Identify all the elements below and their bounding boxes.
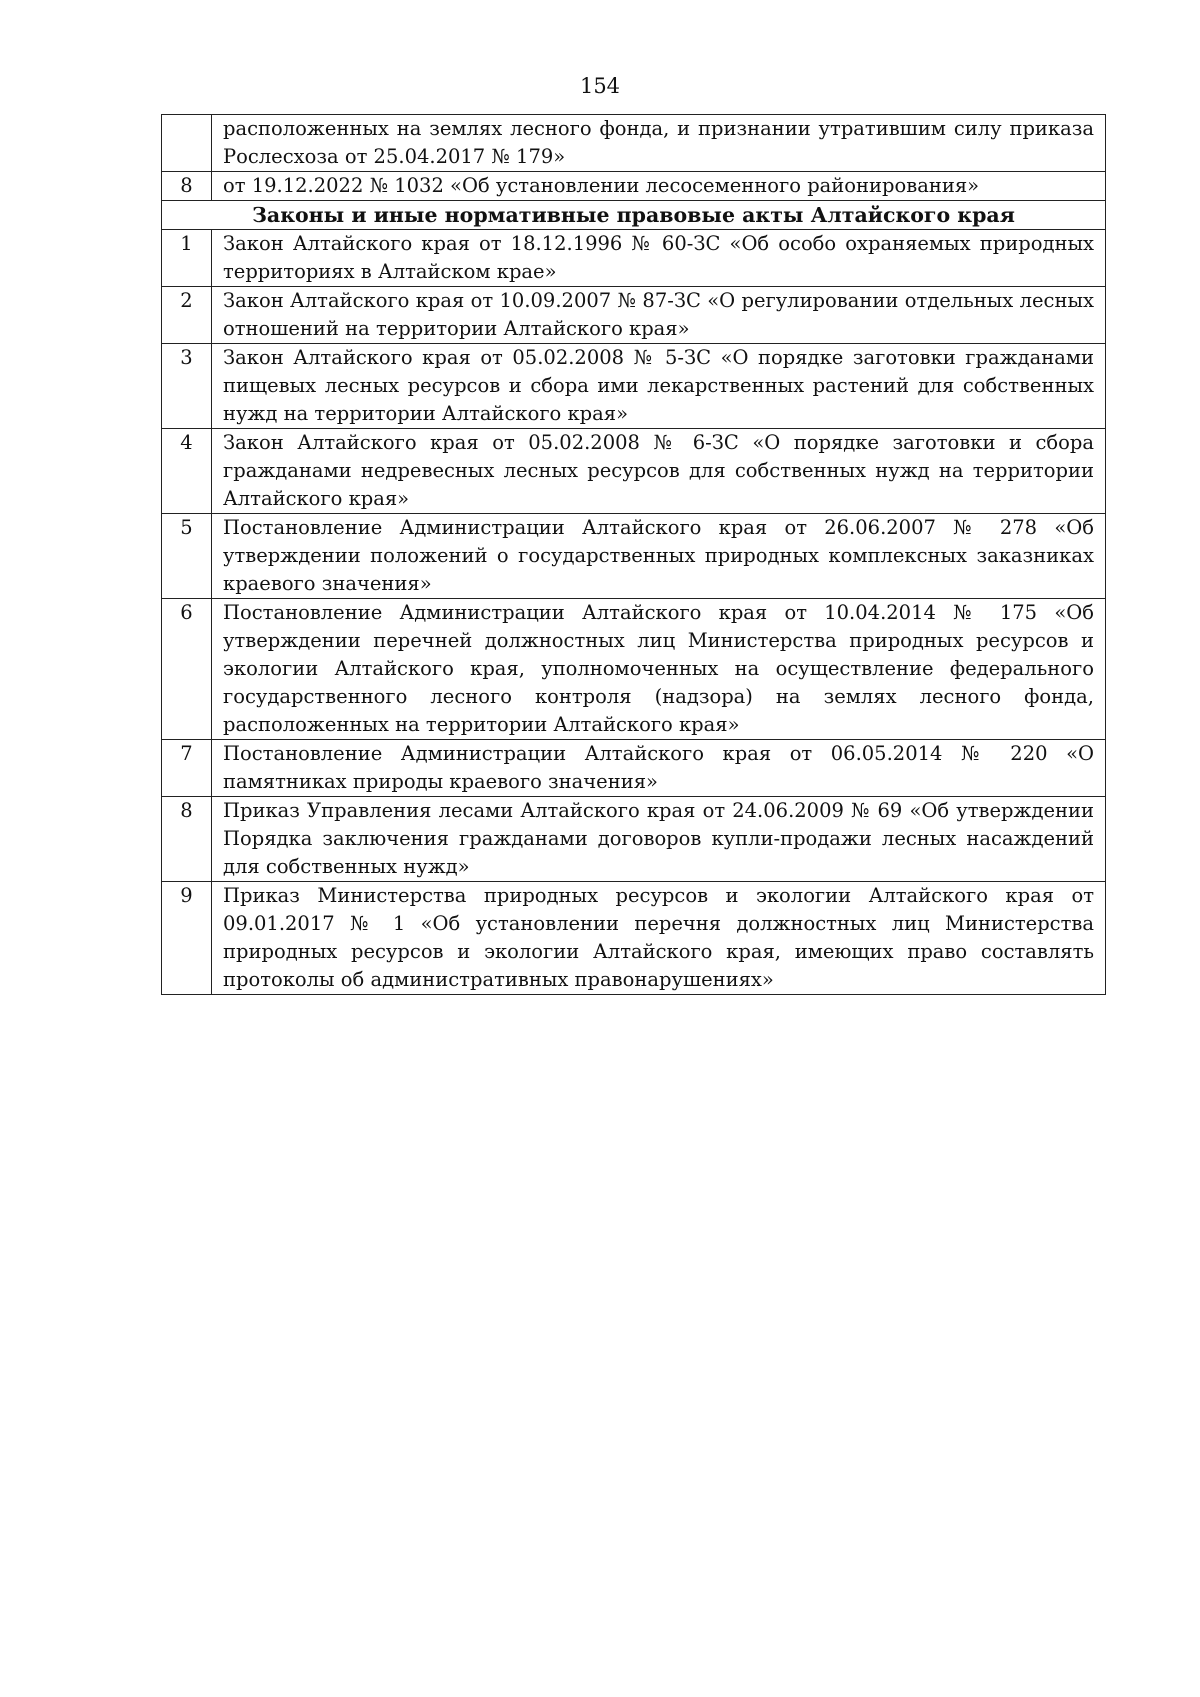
table-row [162,344,1106,429]
page-number: 154 [579,74,621,98]
table-row [162,797,1106,882]
table-row [162,882,1106,995]
table-row [162,230,1106,287]
row-number: 8 [162,797,212,882]
row-text: Закон Алтайского края от 05.02.2008 № 5-ЗС «О порядке заготовки гражданами пищевых лесных ресурсов и сбора ими лекарственных растений для собственных нужд на территории Алтайского края» [212,344,1106,429]
row-text: от 19.12.2022 № 1032 «Об установлении лесосеменного районирования» [212,172,1106,201]
table-row [162,429,1106,514]
section-heading-row [162,201,1106,230]
row-text: Постановление Администрации Алтайского края от 06.05.2014 № 220 «О памятниках природы краевого значения» [212,740,1106,797]
row-text: Постановление Администрации Алтайского края от 26.06.2007 № 278 «Об утверждении положений о государственных природных комплексных заказниках краевого значения» [212,514,1106,599]
row-number: 3 [162,344,212,429]
table-row [162,599,1106,740]
row-number: 6 [162,599,212,740]
table-row [162,514,1106,599]
row-number: 2 [162,287,212,344]
row-number: 4 [162,429,212,514]
row-number: 8 [162,172,212,201]
table-row [162,740,1106,797]
row-number: 7 [162,740,212,797]
row-text: расположенных на землях лесного фонда, и признании утратившим силу приказа Рослесхоза от 25.04.2017 № 179» [212,115,1106,172]
row-number [162,115,212,172]
table-row [162,287,1106,344]
row-text: Закон Алтайского края от 18.12.1996 № 60-ЗС «Об особо охраняемых природных территориях в Алтайском крае» [212,230,1106,287]
row-text: Закон Алтайского края от 05.02.2008 № 6-ЗС «О порядке заготовки и сбора гражданами недревесных лесных ресурсов для собственных нужд на территории Алтайского края» [212,429,1106,514]
table-row [162,172,1106,201]
row-number: 5 [162,514,212,599]
row-text: Приказ Министерства природных ресурсов и экологии Алтайского края от 09.01.2017 № 1 «Об установлении перечня должностных лиц Министерства природных ресурсов и экологии Алтайского края, имеющих право составлять протоколы об административных правонарушениях» [212,882,1106,995]
row-text: Постановление Администрации Алтайского края от 10.04.2014 № 175 «Об утверждении перечней должностных лиц Министерства природных ресурсов и экологии Алтайского края, уполномоченных на осуществление федерального государственного лесного контроля (надзора) на землях лесного фонда, расположенных на территории Алтайского края» [212,599,1106,740]
row-number: 1 [162,230,212,287]
row-number: 9 [162,882,212,995]
row-text: Закон Алтайского края от 10.09.2007 № 87-ЗС «О регулировании отдельных лесных отношений на территории Алтайского края» [212,287,1106,344]
section-heading: Законы и иные нормативные правовые акты Алтайского края [162,201,1106,230]
legal-acts-table [161,114,1106,995]
row-text: Приказ Управления лесами Алтайского края от 24.06.2009 № 69 «Об утверждении Порядка заключения гражданами договоров купли-продажи лесных насаждений для собственных нужд» [212,797,1106,882]
table-row [162,115,1106,172]
